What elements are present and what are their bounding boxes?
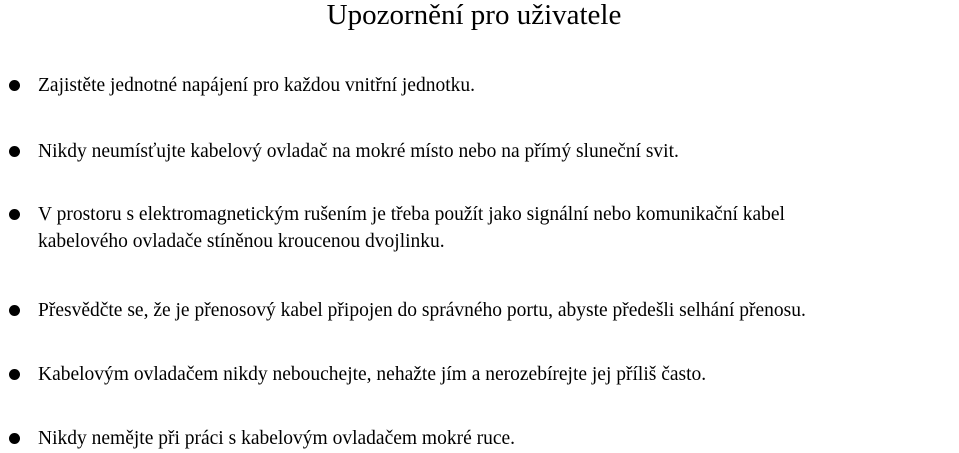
list-item-line: Nikdy nemějte při práci s kabelovým ovladačem mokré ruce. [38,428,516,449]
bullet-icon [9,80,20,91]
list-item-text [38,297,959,324]
list-item-text [38,361,959,388]
list-item-line: Kabelovým ovladačem nikdy nebouchejte, nehažte jím a nerozebírejte jej příliš často. [38,364,707,385]
list-item-text [38,138,959,165]
bullet-icon [9,146,20,157]
list-item-text [38,201,959,255]
list-item-text [38,425,959,452]
list-item-line: Přesvědčte se, že je přenosový kabel připojen do správného portu, abyste předešli selhání přenosu. [38,300,806,321]
bullet-icon [9,209,20,220]
page-title: Upozornění pro uživatele [326,0,622,31]
list-item-text [38,72,959,99]
list-item-line: Nikdy neumísťujte kabelový ovladač na mokré místo nebo na přímý sluneční svit. [38,141,679,162]
list-item-line: Zajistěte jednotné napájení pro každou vnitřní jednotku. [38,75,475,96]
list-item-line: kabelového ovladače stíněnou kroucenou dvojlinku. [38,231,445,252]
list-item-line: V prostoru s elektromagnetickým rušením je třeba použít jako signální nebo komunikační kabel [38,204,785,225]
bullet-icon [9,305,20,316]
bullet-icon [9,433,20,444]
bullet-icon [9,369,20,380]
